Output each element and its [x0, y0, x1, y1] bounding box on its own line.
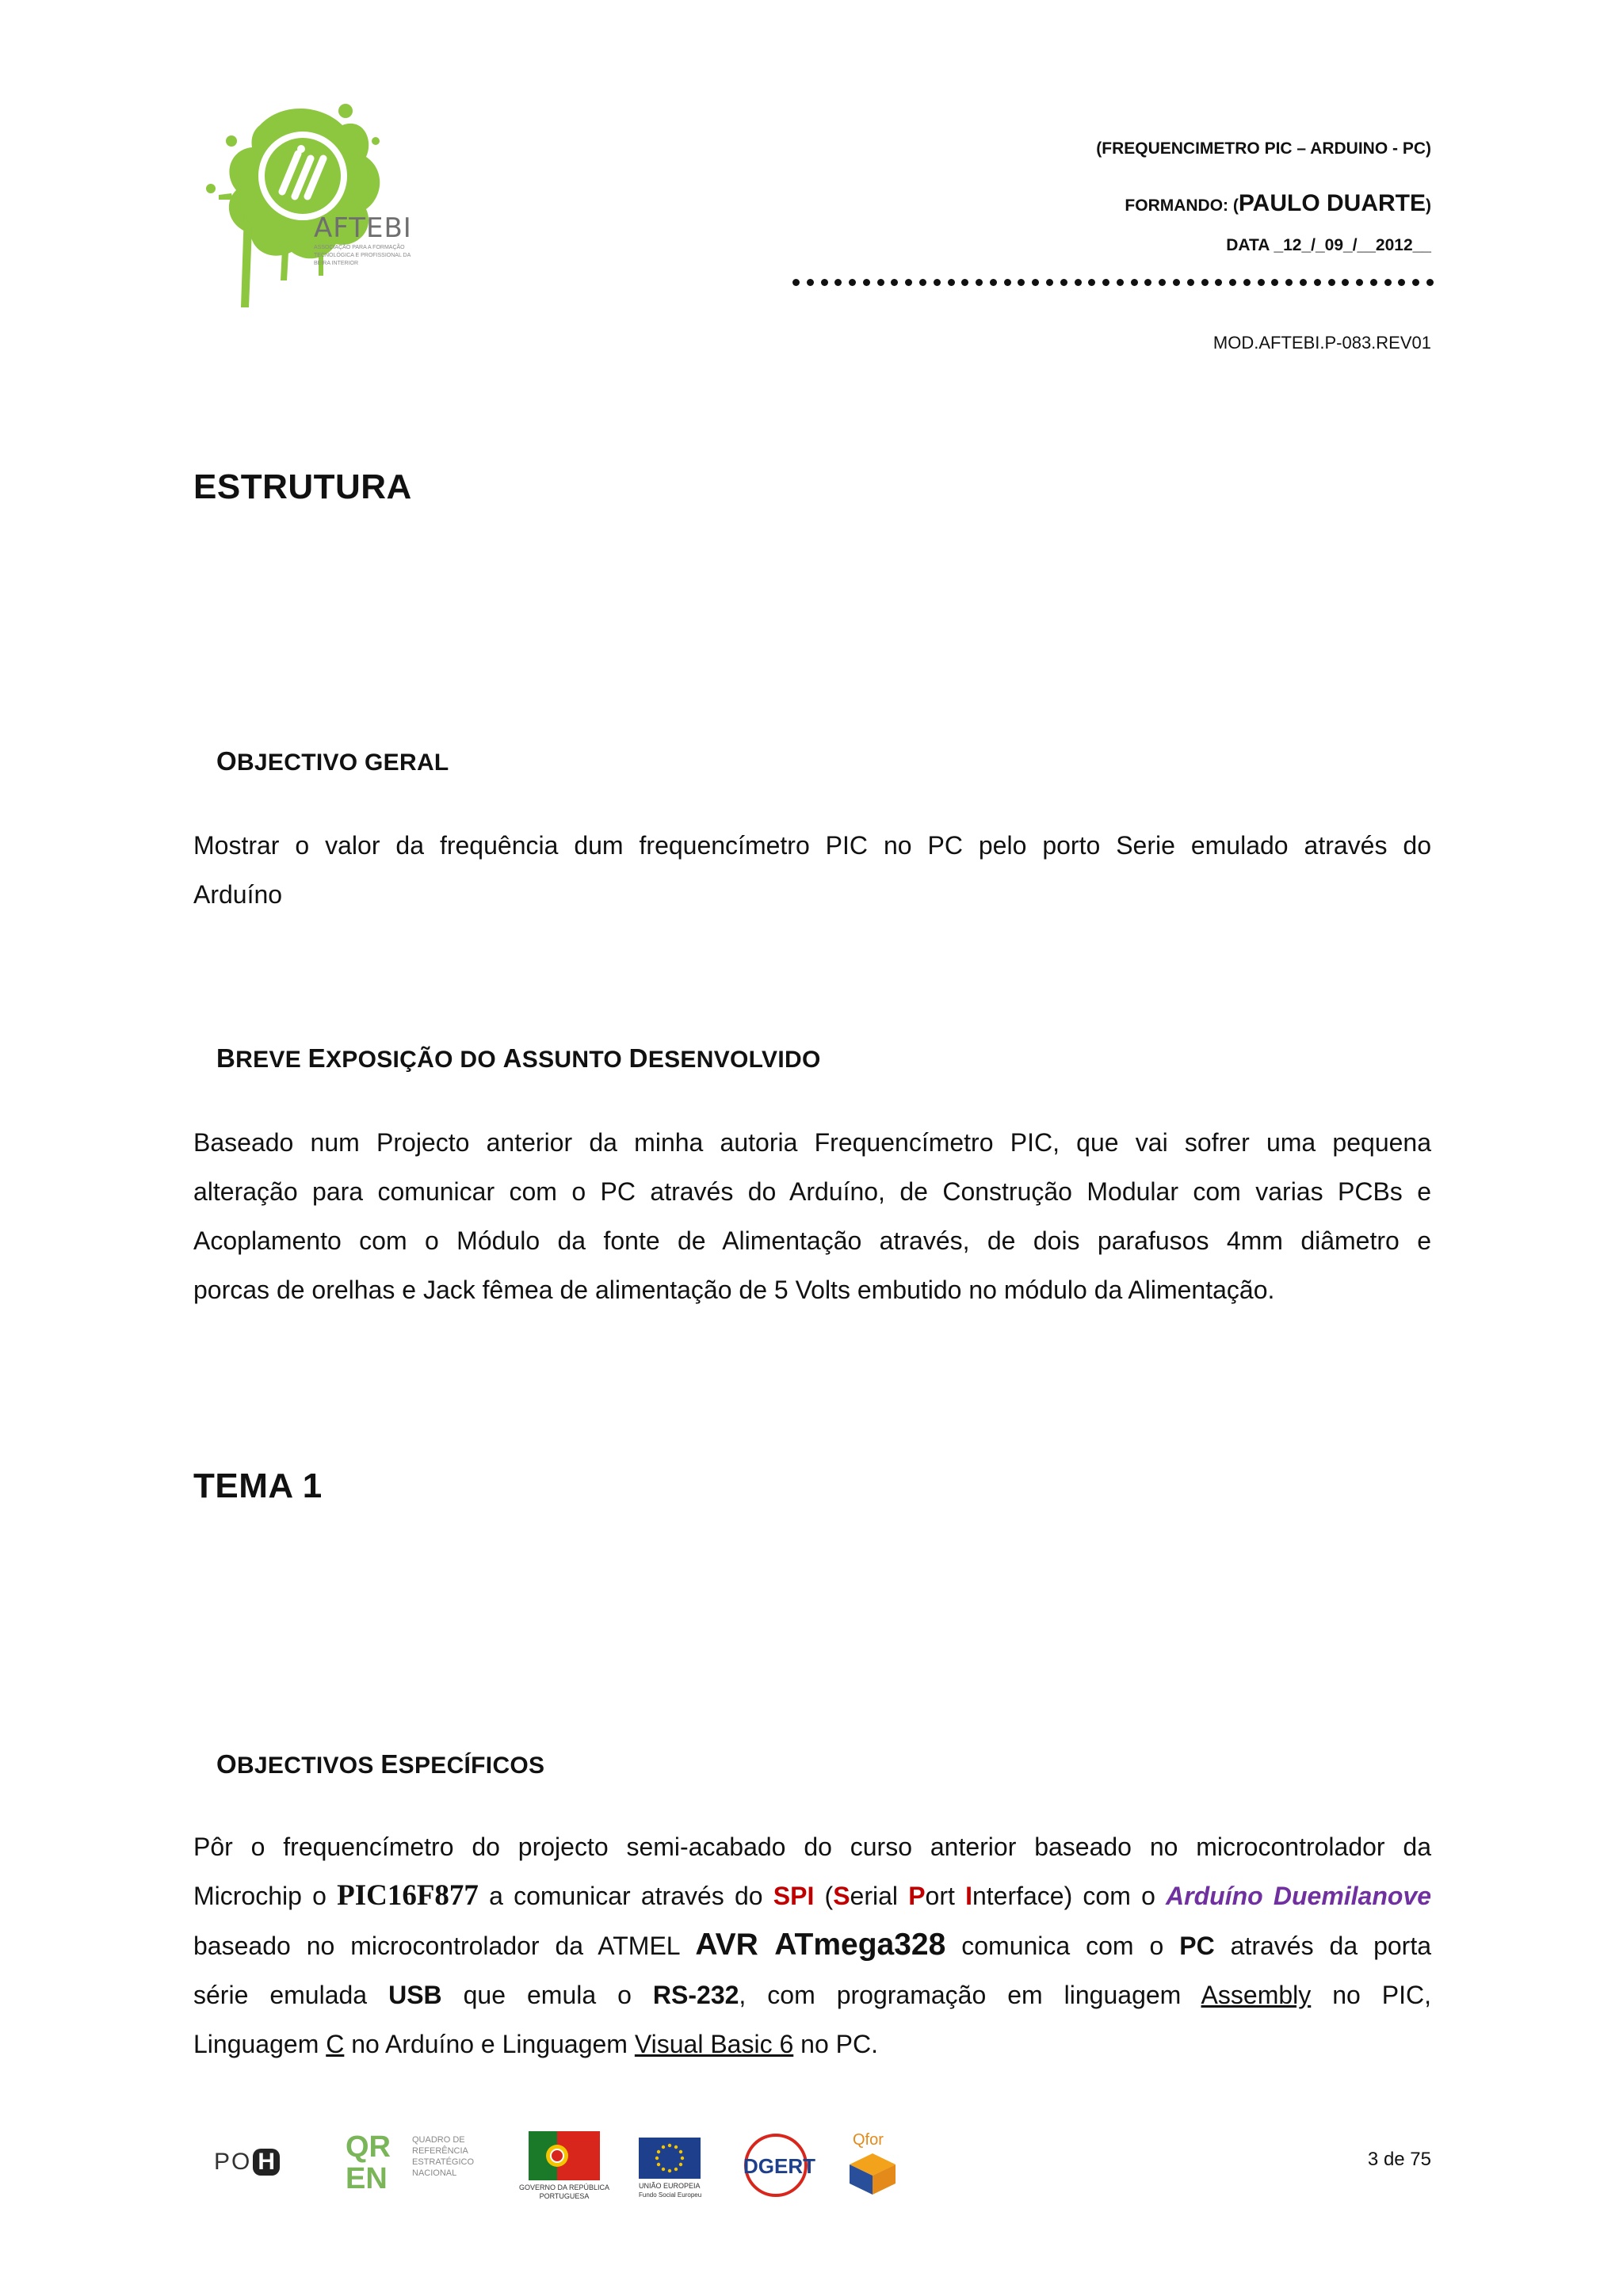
text-run: (: [814, 1882, 834, 1910]
separator-dot: [1131, 279, 1138, 286]
text-run: Microchip o: [193, 1882, 338, 1910]
ue-text: UNIÃO EUROPEIA: [639, 2182, 701, 2190]
separator-dot: [1102, 279, 1109, 286]
paragraph-line: Pôr o frequencímetro do projecto semi-acabado do curso anterior baseado no microcontrolador da: [193, 1833, 1431, 1861]
heading-estrutura: ESTRUTURA: [193, 467, 412, 506]
separator-dot: [1215, 279, 1222, 286]
separator-dot: [807, 279, 814, 286]
pc-term: PC: [1179, 1932, 1215, 1960]
qren-text: QREN: [346, 2130, 391, 2195]
heading-initial: O: [216, 1749, 237, 1779]
paragraph-line: [193, 1871, 1431, 1920]
page-number: 3 de 75: [1367, 2149, 1431, 2170]
separator-dot: [1384, 279, 1392, 286]
separator-dot: [1356, 279, 1363, 286]
poph-text: PO: [214, 2149, 252, 2175]
text-run: no Arduíno e Linguagem: [344, 2030, 635, 2058]
heading-rest: ESENVOLVIDO: [647, 1047, 821, 1073]
dotted-separator: [792, 279, 1431, 290]
heading-objectivo-geral: [216, 746, 449, 776]
assembly-term: Assembly: [1201, 1981, 1312, 2009]
separator-dot: [1018, 279, 1025, 286]
separator-dot: [1201, 279, 1209, 286]
heading-rest: SPECÍFICOS: [398, 1753, 545, 1779]
heading-initial: A: [502, 1043, 522, 1073]
text-run: através da porta: [1214, 1932, 1432, 1960]
text-run: , com programação em linguagem: [739, 1981, 1201, 2009]
formando-name: PAULO DUARTE: [1238, 190, 1426, 216]
separator-dot: [1075, 279, 1082, 286]
paragraph-line: Acoplamento com o Módulo da fonte de Alimentação através, de dois parafusos 4mm diâmetro e: [193, 1226, 1431, 1255]
paragraph-line: [193, 1970, 1431, 2019]
heading-initial: O: [216, 746, 237, 776]
breve-exposicao-paragraph: [193, 1118, 1431, 1314]
heading-initial: B: [216, 1043, 236, 1073]
poph-h-badge: H: [253, 2149, 280, 2176]
paragraph-line: porcas de orelhas e Jack fêmea de alimentação de 5 Volts embutido no módulo da Alimentação.: [193, 1276, 1275, 1304]
separator-dot: [1271, 279, 1278, 286]
project-title: (FREQUENCIMETRO PIC – ARDUINO - PC): [1096, 139, 1431, 158]
separator-dot: [976, 279, 983, 286]
text-run: Linguagem: [193, 2030, 327, 2058]
separator-dot: [1088, 279, 1095, 286]
ue-subtitle: Fundo Social Europeu: [639, 2191, 702, 2199]
separator-dot: [961, 279, 968, 286]
heading-initial: E: [380, 1749, 399, 1779]
separator-dot: [1144, 279, 1151, 286]
text-run: baseado no microcontrolador da ATMEL: [193, 1932, 696, 1960]
separator-dot: [1426, 279, 1434, 286]
separator-dot: [1328, 279, 1335, 286]
separator-dot: [821, 279, 828, 286]
separator-dot: [919, 279, 926, 286]
paragraph-line: Arduíno: [193, 880, 283, 909]
eu-flag-icon: [639, 2138, 701, 2179]
separator-dot: [849, 279, 856, 286]
separator-dot: [905, 279, 912, 286]
text-run: comunica com o: [945, 1932, 1180, 1960]
separator-dot: [1300, 279, 1307, 286]
formando-label: FORMANDO: (: [1125, 196, 1239, 215]
separator-dot: [1046, 279, 1053, 286]
heading-breve-exposicao: [216, 1043, 821, 1074]
text-run: série emulada: [193, 1981, 389, 2009]
sponsor-logos-strip: [214, 2131, 911, 2203]
separator-dot: [863, 279, 870, 286]
text-run: ort: [925, 1882, 966, 1910]
heading-rest: BJECTIVOS: [236, 1753, 381, 1779]
text-run: no PIC,: [1311, 1981, 1432, 2009]
separator-dot: [1370, 279, 1377, 286]
poph-logo: [214, 2149, 301, 2176]
heading-objectivos-especificos: [216, 1749, 544, 1779]
acronym-letter: P: [908, 1882, 926, 1910]
logo-subtitle: ASSOCIAÇÃO PARA A FORMAÇÃO TECNOLÓGICA E PROFISSIONAL DA BEIRA INTERIOR: [314, 245, 411, 266]
acronym-letter: S: [833, 1882, 850, 1910]
usb-term: USB: [388, 1981, 442, 2009]
dgert-text: DGERT: [743, 2154, 815, 2178]
paragraph-line: [193, 1920, 1431, 1970]
c-language-term: C: [326, 2030, 345, 2058]
separator-dot: [948, 279, 955, 286]
qfor-logo: [848, 2131, 903, 2199]
logo-text: AFTEBI: [314, 212, 412, 244]
heading-rest: REVE: [235, 1047, 308, 1073]
arduino-board-name: Arduíno Duemilanove: [1166, 1882, 1432, 1910]
text-run: nterface) com o: [972, 1882, 1167, 1910]
separator-dot: [1243, 279, 1251, 286]
text-run: no PC.: [793, 2030, 878, 2058]
paragraph-line: Mostrar o valor da frequência dum frequencímetro PIC no PC pelo porto Serie emulado através do: [193, 831, 1431, 860]
heading-tema-1: TEMA 1: [193, 1466, 323, 1505]
dgert-logo: [726, 2131, 829, 2199]
separator-dot: [1187, 279, 1194, 286]
document-reference: MOD.AFTEBI.P-083.REV01: [1212, 333, 1431, 353]
separator-dot: [877, 279, 884, 286]
separator-dot: [1004, 279, 1011, 286]
avr-chip-name: AVR ATmega328: [695, 1928, 946, 1962]
separator-dot: [1159, 279, 1166, 286]
governo-text: GOVERNO DA REPÚBLICA PORTUGUESA: [518, 2183, 610, 2200]
qfor-text: Qfor: [853, 2131, 884, 2149]
qfor-cube-icon: [848, 2152, 897, 2196]
heading-initial: E: [307, 1043, 326, 1073]
separator-dot: [891, 279, 898, 286]
separator-dot: [1060, 279, 1067, 286]
portugal-flag-icon: [529, 2131, 600, 2180]
separator-dot: [1229, 279, 1236, 286]
objectivo-geral-paragraph: [193, 821, 1431, 919]
aftebi-logo: [187, 93, 417, 323]
heading-rest: SSUNTO: [521, 1047, 629, 1073]
separator-dot: [990, 279, 997, 286]
rs232-term: RS-232: [652, 1981, 739, 2009]
formando-close: ): [1426, 196, 1431, 215]
text-run: que emula o: [441, 1981, 653, 2009]
paragraph-line: alteração para comunicar com o PC através do Arduíno, de Construção Modular com varias PCBs e: [193, 1177, 1431, 1206]
text-run: a comunicar através do: [478, 1882, 773, 1910]
heading-initial: D: [628, 1043, 648, 1073]
separator-dot: [834, 279, 842, 286]
visual-basic-term: Visual Basic 6: [634, 2030, 794, 2058]
date-line: DATA _12_/_09_/__2012__: [1226, 236, 1431, 254]
paragraph-line: Baseado num Projecto anterior da minha autoria Frequencímetro PIC, que vai sofrer uma pequena: [193, 1128, 1431, 1157]
qren-subtitle: QUADRO DE REFERÊNCIA ESTRATÉGICO NACIONAL: [412, 2135, 475, 2178]
separator-dot: [1314, 279, 1321, 286]
separator-dot: [1173, 279, 1180, 286]
separator-dot: [1258, 279, 1265, 286]
paragraph-line: [193, 2019, 1431, 2069]
separator-dot: [1398, 279, 1405, 286]
separator-dot: [1117, 279, 1124, 286]
separator-dot: [934, 279, 941, 286]
separator-dot: [1342, 279, 1349, 286]
acronym-letter: I: [965, 1882, 972, 1910]
separator-dot: [1285, 279, 1293, 286]
formando-line: [1125, 190, 1431, 217]
objectivos-especificos-paragraph: [193, 1822, 1431, 2069]
heading-rest: BJECTIVO GERAL: [236, 749, 449, 776]
separator-dot: [1032, 279, 1039, 286]
separator-dot: [792, 279, 800, 286]
pic-chip-name: PIC16F877: [337, 1879, 479, 1912]
separator-dot: [1412, 279, 1419, 286]
spi-acronym: SPI: [773, 1882, 815, 1910]
text-run: erial: [850, 1882, 909, 1910]
heading-rest: XPOSIÇÃO DO: [325, 1047, 503, 1073]
